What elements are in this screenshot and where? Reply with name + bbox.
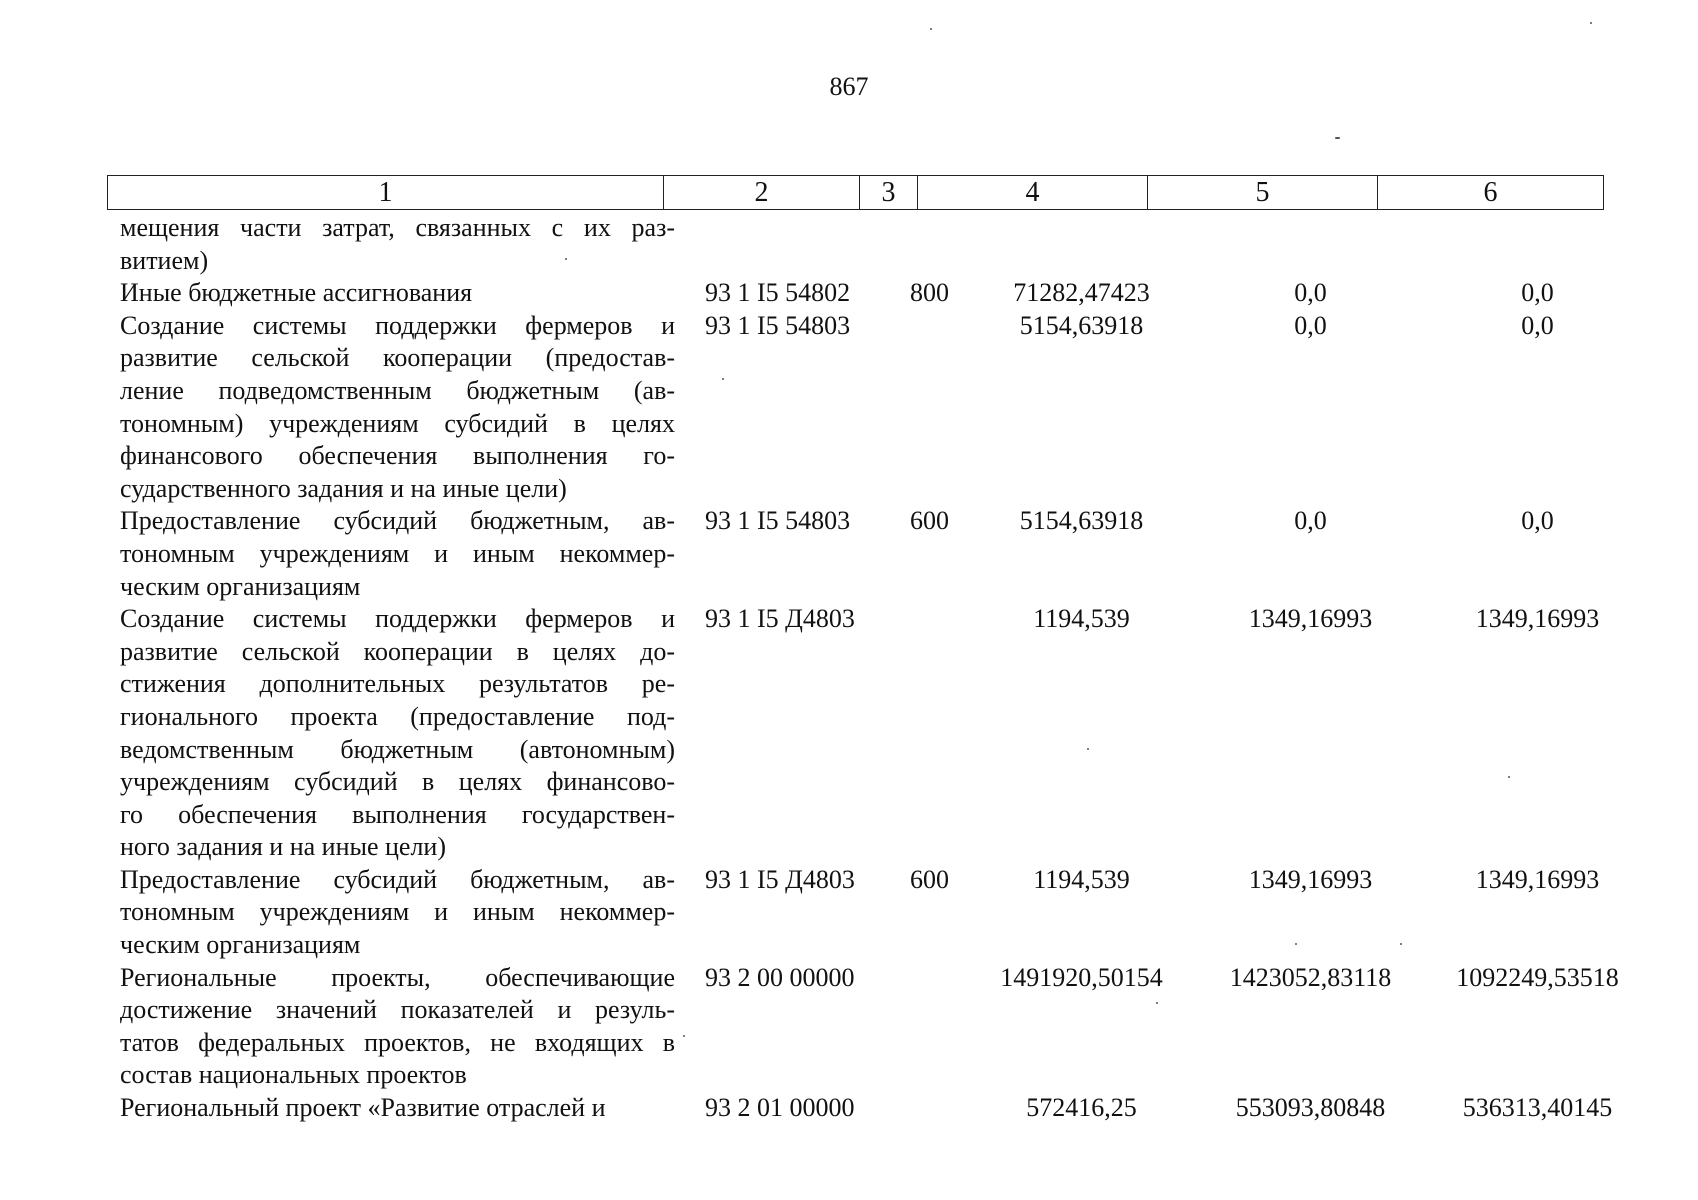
row-code: 93 1 I5 Д4803 xyxy=(705,604,855,634)
description-line: развитие сельской кооперации (предостав- xyxy=(120,343,675,373)
scan-speck xyxy=(1295,943,1297,945)
row-code: 93 1 I5 54803 xyxy=(705,506,851,536)
scan-speck xyxy=(683,1035,685,1037)
row-value-col6: 536313,40145 xyxy=(1462,1093,1613,1123)
row-expense-type: 600 xyxy=(910,864,949,894)
row-expense-type: 800 xyxy=(910,278,949,308)
description-line: развитие сельской кооперации в целях до- xyxy=(120,636,675,666)
row-value-col5: 0,0 xyxy=(1294,278,1327,308)
description-line: гионального проекта (предоставление под- xyxy=(120,701,675,731)
row-code xyxy=(687,212,900,277)
row-value-col5 xyxy=(1196,212,1425,277)
description-line: витием) xyxy=(120,245,209,275)
row-description xyxy=(107,962,687,1092)
page-number: 867 xyxy=(829,72,869,101)
description-line: стижения дополнительных результатов ре- xyxy=(120,669,675,699)
row-description xyxy=(107,603,687,864)
description-line: Создание системы поддержки фермеров и xyxy=(120,604,675,634)
row-description xyxy=(107,277,687,310)
scan-speck xyxy=(1087,748,1089,750)
row-value-col4: 572416,25 xyxy=(1026,1093,1137,1123)
row-value-col4: 71282,47423 xyxy=(1013,278,1150,308)
scan-speck xyxy=(1156,1002,1158,1004)
row-expense-type: 600 xyxy=(910,506,949,536)
description-line: сударственного задания и на иные цели) xyxy=(120,473,567,503)
column-header-5: 5 xyxy=(1148,176,1378,210)
description-line: ного задания и на иные цели) xyxy=(120,832,447,862)
row-expense-type xyxy=(900,1092,967,1125)
table-row xyxy=(107,505,1650,603)
row-code: 93 1 I5 54803 xyxy=(705,310,851,340)
row-value-col4: 1491920,50154 xyxy=(1000,962,1163,992)
scan-speck xyxy=(565,258,567,260)
description-line: ведомственным бюджетным (автономным) xyxy=(120,734,675,764)
row-expense-type xyxy=(900,962,967,1092)
description-line: мещения части затрат, связанных с их раз- xyxy=(120,213,675,242)
description-line: ление подведомственным бюджетным (ав- xyxy=(120,375,675,405)
row-value-col5: 0,0 xyxy=(1294,310,1327,340)
table-row xyxy=(107,962,1650,1092)
row-value-col6 xyxy=(1425,212,1650,277)
description-line: финансового обеспечения выполнения го- xyxy=(120,441,675,471)
row-description xyxy=(107,212,687,277)
row-value-col6: 0,0 xyxy=(1521,310,1554,340)
row-expense-type xyxy=(900,603,967,864)
table-row xyxy=(107,603,1650,864)
description-line: го обеспечения выполнения государствен- xyxy=(120,799,675,829)
description-line: Региональный проект «Развитие отраслей и xyxy=(120,1093,606,1123)
column-header-4: 4 xyxy=(918,176,1148,210)
row-value-col4: 5154,63918 xyxy=(1019,310,1144,340)
description-line: ческим организациям xyxy=(120,571,361,601)
row-value-col4: 1194,539 xyxy=(1033,604,1130,634)
scan-speck xyxy=(1590,22,1592,24)
row-code: 93 2 00 00000 xyxy=(705,962,855,992)
row-value-col6: 0,0 xyxy=(1521,506,1554,536)
row-description xyxy=(107,310,687,506)
description-line: Региональные проекты, обеспечивающие xyxy=(120,962,675,992)
row-description xyxy=(107,505,687,603)
description-line: тономным учреждениям и иным некоммер- xyxy=(120,538,675,568)
row-description xyxy=(107,1092,687,1125)
description-line: учреждениям субсидий в целях финансово- xyxy=(120,767,675,797)
column-header-row xyxy=(107,175,1604,210)
budget-table xyxy=(107,212,1650,1125)
description-line: состав национальных проектов xyxy=(120,1060,467,1090)
row-value-col5: 0,0 xyxy=(1294,506,1327,536)
description-line: Создание системы поддержки фермеров и xyxy=(120,310,675,340)
row-value-col5: 1423052,83118 xyxy=(1229,962,1392,992)
table-row xyxy=(107,1092,1650,1125)
row-value-col4: 1194,539 xyxy=(1033,864,1130,894)
description-line: Предоставление субсидий бюджетным, ав- xyxy=(120,506,675,536)
row-value-col4: 5154,63918 xyxy=(1019,506,1144,536)
table-row xyxy=(107,212,1650,277)
scan-speck xyxy=(1335,137,1340,139)
description-line: достижение значений показателей и резуль- xyxy=(120,995,675,1025)
scan-speck xyxy=(1508,776,1510,778)
description-line: тономным учреждениям и иным некоммер- xyxy=(120,897,675,927)
scan-speck xyxy=(930,28,932,30)
row-value-col6: 0,0 xyxy=(1521,278,1554,308)
row-value-col6: 1349,16993 xyxy=(1475,864,1600,894)
row-code: 93 1 I5 Д4803 xyxy=(705,864,855,894)
description-line: Предоставление субсидий бюджетным, ав- xyxy=(120,864,675,894)
row-value-col5: 553093,80848 xyxy=(1235,1093,1386,1123)
description-line: татов федеральных проектов, не входящих в xyxy=(120,1027,675,1057)
table-row xyxy=(107,310,1650,506)
table-row xyxy=(107,864,1650,962)
row-code: 93 2 01 00000 xyxy=(705,1093,855,1123)
column-header-2: 2 xyxy=(664,176,860,210)
row-value-col5: 1349,16993 xyxy=(1248,604,1373,634)
row-value-col6: 1092249,53518 xyxy=(1456,962,1619,992)
column-header-6: 6 xyxy=(1378,176,1604,210)
description-line: Иные бюджетные ассигнования xyxy=(120,278,473,308)
scan-speck xyxy=(722,378,724,380)
row-value-col5: 1349,16993 xyxy=(1248,864,1373,894)
row-description xyxy=(107,864,687,962)
row-value-col4 xyxy=(967,212,1196,277)
column-header-1: 1 xyxy=(108,176,664,210)
table-row xyxy=(107,277,1650,310)
row-expense-type xyxy=(900,310,967,506)
row-code: 93 1 I5 54802 xyxy=(705,278,851,308)
column-header-3: 3 xyxy=(860,176,918,210)
row-expense-type xyxy=(900,212,967,277)
scan-speck xyxy=(1400,943,1402,945)
row-value-col6: 1349,16993 xyxy=(1475,604,1600,634)
description-line: тономным) учреждениям субсидий в целях xyxy=(120,408,675,438)
description-line: ческим организациям xyxy=(120,930,361,960)
